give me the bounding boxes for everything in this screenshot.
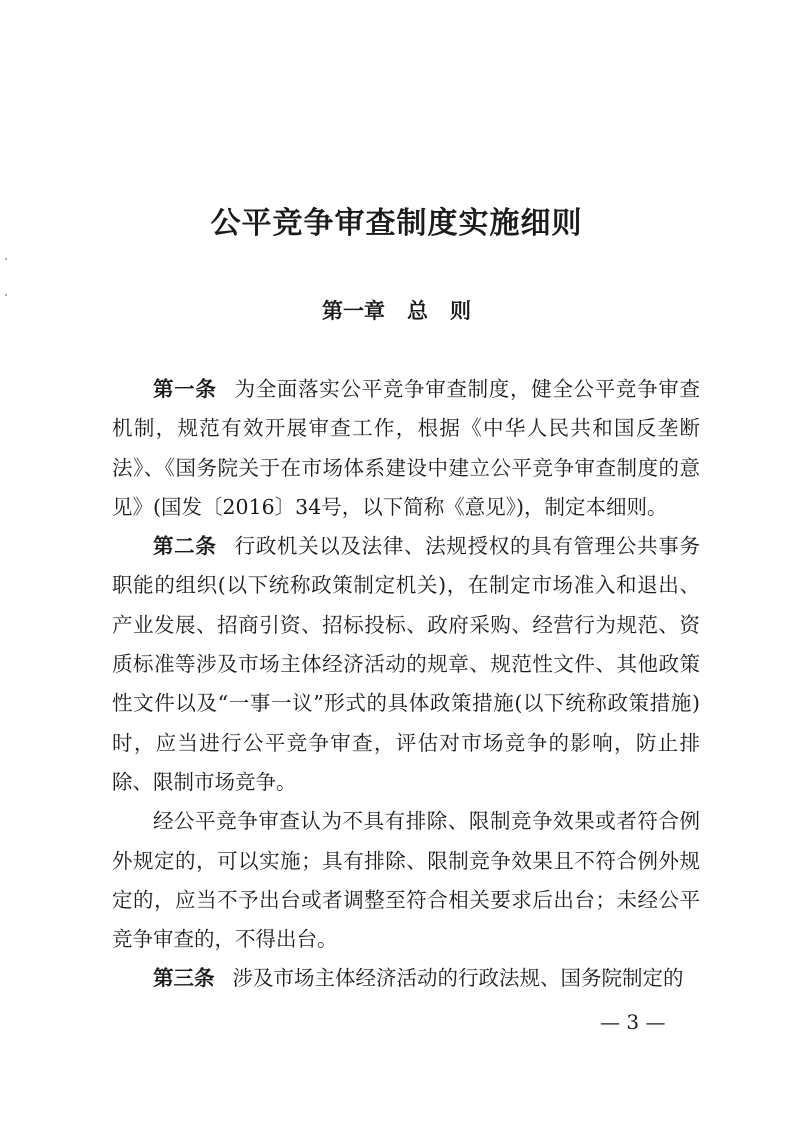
article-label: 第一条 bbox=[153, 377, 217, 401]
document-title: 公平竞争审查制度实施细则 bbox=[210, 206, 583, 241]
paragraph-text: 为全面落实公平竞争审查制度，健全公平竞争审查机制，规范有效开展审查工作，根据《中华人民共和国反垄断法》、《国务院关于在市场体系建设中建立公平竞争审查制度的意见》(国发〔2016〕34号，以下简称《意见》)，制定本细则。 bbox=[112, 377, 700, 519]
article-3-paragraph bbox=[112, 959, 700, 998]
chapter-title-char: 则 bbox=[450, 299, 471, 323]
chapter-heading bbox=[0, 296, 793, 326]
body-text bbox=[112, 370, 700, 999]
paragraph-text: 经公平竞争审查认为不具有排除、限制竞争效果或者符合例外规定的，可以实施；具有排除、限制竞争效果且不符合例外规定的，应当不予出台或者调整至符合相关要求后出台；未经公平竞争审查的，不得出台。 bbox=[112, 809, 700, 952]
article-1-paragraph bbox=[112, 370, 700, 527]
paragraph-text: 行政机关以及法律、法规授权的具有管理公共事务职能的组织(以下统称政策制定机关)，在制定市场准入和退出、产业发展、招商引资、招标投标、政府采购、经营行为规范、资质标准等涉及市场主体经济活动的规章、规范性文件、其他政策性文件以及“一事一议”形式的具体政策措施(以下统称政策措施)时，应当进行公平竞争审查，评估对市场竞争的影响，防止排除、限制市场竞争。 bbox=[112, 534, 700, 794]
article-label: 第二条 bbox=[153, 534, 217, 559]
chapter-title-char: 总 bbox=[407, 299, 428, 323]
article-2-paragraph bbox=[112, 527, 700, 802]
article-2-continuation-paragraph bbox=[112, 802, 700, 959]
article-label: 第三条 bbox=[153, 966, 215, 991]
scan-mark bbox=[5, 258, 7, 260]
page-number: — 3 — bbox=[600, 1010, 666, 1034]
chapter-number: 第一章 bbox=[322, 299, 385, 323]
paragraph-text: 涉及市场主体经济活动的行政法规、国务院制定的 bbox=[232, 966, 684, 991]
